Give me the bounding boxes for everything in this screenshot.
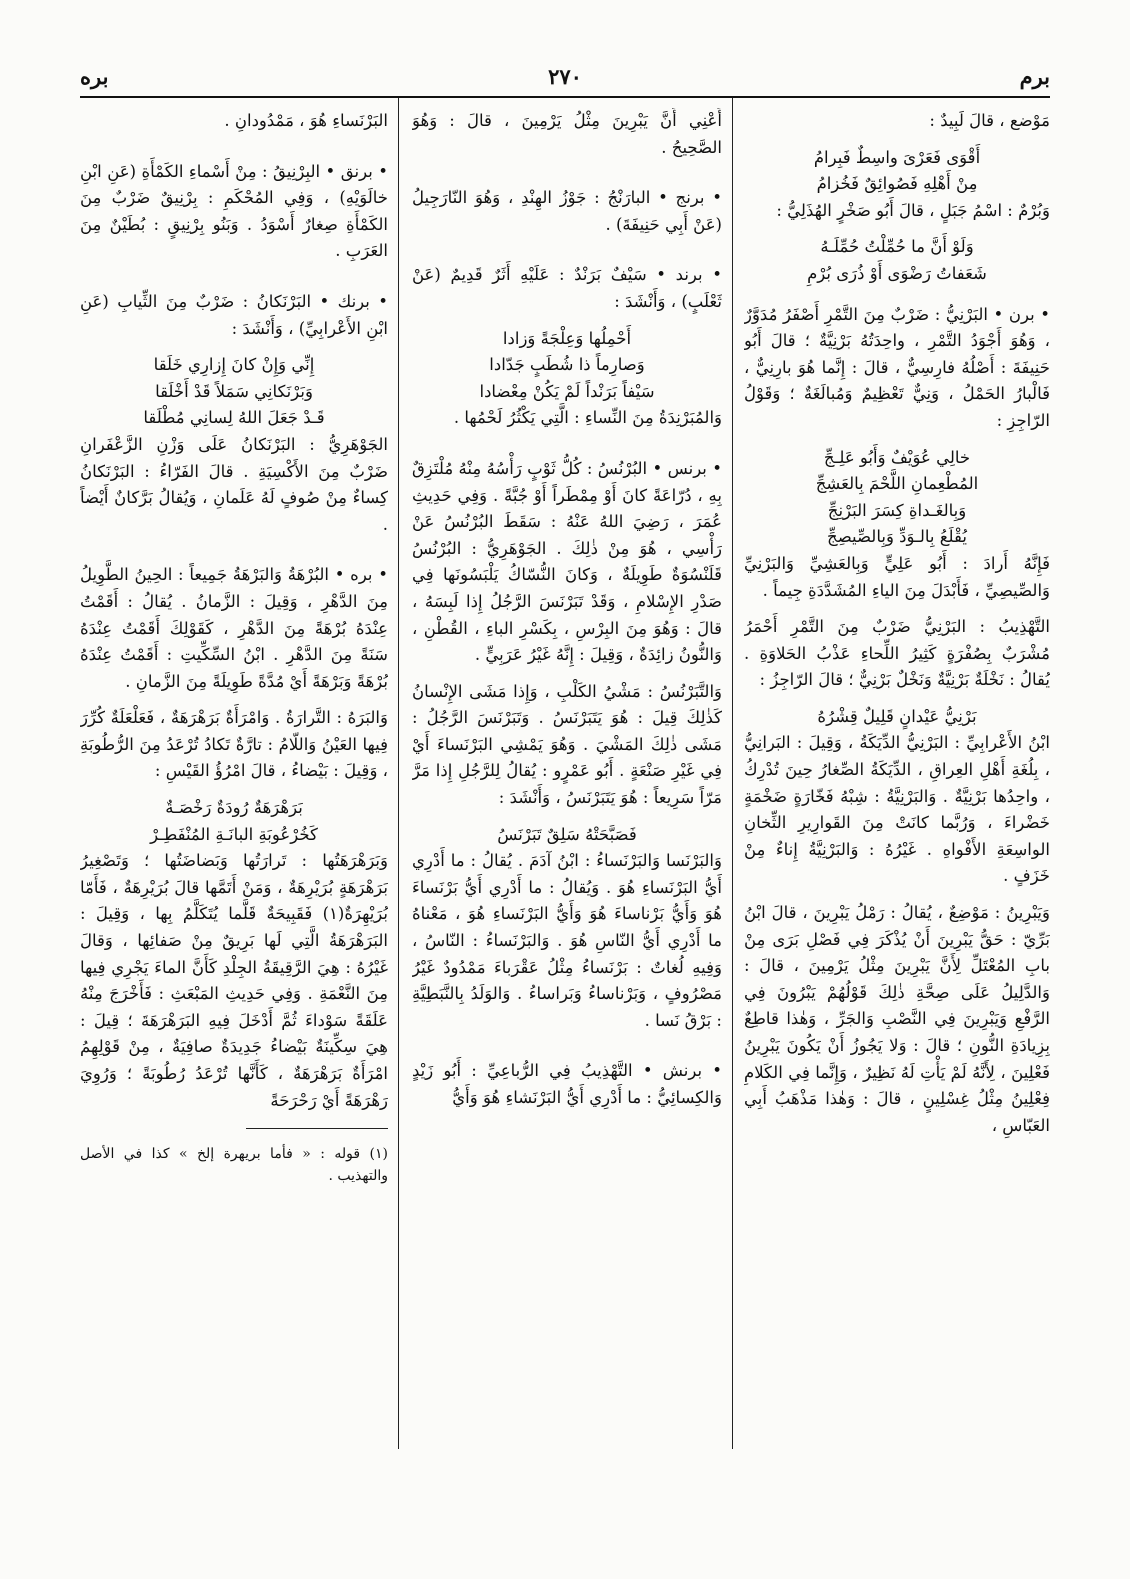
verse-line: وَبَرْنَكانِي سَمَلاً قَدْ أَخْلَقا [155,381,313,401]
paragraph: التَّهْذِيبُ : البَرْنِيُّ ضَرْبٌ مِنَ التَّمْرِ أَحْمَرُ مُشْرَبٌ بِصُفْرَةٍ كَثِيرُ اللِّحاءِ عَذْبُ الحَلاوَةِ . يُقالُ : نَخْلَةٌ بَرْنِيَّةٌ وَنَخْلٌ بَرْنِيٌّ ؛ قالَ الرّاجِزُ : [744,617,1050,690]
paragraph: البَرْنَساءِ هُوَ ، مَمْدُودانِ . [224,111,388,130]
footnote-rule [246,1128,388,1129]
verse-line: خالِي عُوَيْفٌ وَأَبُو عَلِـجِّ [823,447,971,467]
paragraph: مَوْضع ، قالَ لَبِيدٌ : [929,111,1050,130]
header-left-word: بره [80,64,109,89]
paragraph: وَالمُبَرْنِدَةُ مِنَ النِّساءِ : الَّتِي يَكْثُرُ لَحْمُها . [453,408,722,428]
column-divider [732,98,733,1449]
verse-line: وَلَوْ أَنَّ ما حُمِّلْتُ حُمِّلَـهُ [820,237,974,257]
entry-barnash: • برنش • التَّهْذِيبُ فِي الرُّباعِيِّ : أَبُو زَيْدٍ وَالكِسائِيُّ : ما أَدْرِي أَيُّ البَرْنَشاءِ هُوَ وَأَيُّ [412,1061,722,1107]
entry-barniq: • برنق • البِرْنِيقُ : مِنْ أَسْماءِ الكَمْأَةِ (عَنِ ابْنِ خالَوَيْهِ) ، وَفِي المُحْكَمِ : بِرْنِيقٌ ضَرْبٌ مِنَ الكَمْأَةِ صِغارٌ أَسْوَدُ . وَبَنُو بِرْنِيقٍ : بُطَيْنٌ مِنَ العَرَبِ . [80,161,388,261]
paragraph: وَيَبْرِينُ : مَوْضِعٌ ، يُقالُ : رَمْلُ يَبْرِينَ ، قالَ ابْنُ بَرِّيّ : حَقُّ يَبْرِينَ أَنْ يُذْكَرَ فِي فَصْلِ بَرَى مِنْ بابِ المُعْتَلِّ لِأَنَّ يَبْرِينَ مِثْلُ يَرْمِينَ ، قالَ : وَالدَّلِيلُ عَلَى صِحَّةِ ذٰلِكَ قَوْلُهُمْ يَبْرُونَ فِي الرَّفْعِ وَيَبْرِينَ فِي النَّصْبِ وَالجَرِّ ، وَهٰذا قاطِعٌ بِزِيادَةِ النُّونِ ؛ قالَ : وَلا يَجُوزُ أَنْ يَكُونَ يَبْرِينُ فَعْلِينَ ، لِأَنَّهُ لَمْ يَأْتِ لَهُ نَظِيرٌ ، وَإِنَّما فِي الكَلامِ فِعْلِينُ مِثْلُ غِسْلِينٍ ، قالَ : وَهٰذا مَذْهَبُ أَبِي العَبّاسِ ، [744,903,1050,1135]
column-middle [412,108,722,1519]
paragraph: وَالتَّبَرْنُسُ : مَشْيُ الكَلْبِ ، وَإِذا مَشَى الإِنْسانُ كَذٰلِكَ قِيلَ : هُوَ يَتَبَرْنَسُ . وَتَبَرْنَسَ الرَّجُلُ : مَشَى ذٰلِكَ المَشْيَ . وَهُوَ يَمْشِي البَرْنَساءَ أَيْ فِي غَيْرِ صَنْعَةٍ . أَبُو عَمْرٍو : يُقالُ لِلرَّجُلِ إِذا مَرَّ مَرّاً سَرِيعاً : هُوَ يَتَبَرْنَسُ ، وَأَنْشَدَ : [412,681,722,808]
verse-line: إِنِّي وَإِنْ كانَ إِزارِي خَلَقا [153,355,315,375]
verse-line: بَرْنِيُّ عَيْدانٍ قَلِيلٌ قِشْرُهُ [817,706,977,726]
verse-line: أَقْوَى فَعَرْىَ واسِطٌ فَبِرامُ [813,147,981,167]
paragraph: أَعْنِي أَنَّ يَبْرِينَ مِثْلُ يَرْمِينَ ، قالَ : وَهُوَ الصَّحِيحُ . [412,111,722,157]
column-right [744,108,1050,1519]
verse-line: سَيْفاً بَرَنْداً لَمْ يَكُنْ مِعْضادا [479,381,655,401]
entry-barnak: • برنك • البَرْنَكانُ : ضَرْبٌ مِنَ الثِّيابِ (عَنِ ابْنِ الأَعْرابِيِّ) ، وَأَنْشَدَ : [80,291,388,338]
entry-burha: • بره • البُرْهَةُ وَالبَرْهَةُ جَمِيعاً : الحِينُ الطَّوِيلُ مِنَ الدَّهْرِ ، وَقِيلَ : الزَّمانُ . يُقالُ : أَقَمْتُ عِنْدَهُ بُرْهَةً مِنَ الدَّهْرِ ، كَقَوْلِكَ أَقَمْتُ عِنْدَهُ سَنَةً مِنَ الدَّهْرِ . ابْنُ السِّكِّيتِ : أَقَمْتُ عِنْدَهُ بُرْهَةً وَبَرْهَةً أَيْ مُدَّةً طَوِيلَةً مِنَ الزَّمانِ . [80,565,388,691]
header-right-word: برم [1019,64,1050,89]
verse-line: المُطْعِمانِ اللَّحْمَ بِالعَشِجِّ [815,474,979,494]
entry-burnus: • برنس • البُرْنُسُ : كُلُّ ثَوْبٍ رَأْسُهُ مِنْهُ مُلْتَزِقٌ بِهِ ، دُرّاعَةً كانَ أَوْ مِمْطَراً أَوْ جُبَّةً . وَفِي حَدِيثِ عُمَرَ ، رَضِيَ اللهُ عَنْهُ : سَقَطَ البُرْنُسُ عَنْ رَأْسِي ، هُوَ مِنْ ذٰلِكَ . الجَوْهَرِيُّ : البُرْنُسُ قَلَنْسُوَةٌ طَوِيلَةٌ ، وَكانَ النُّسّاكُ يَلْبَسُونَها فِي صَدْرِ الإِسْلامِ ، وَقَدْ تَبَرْنَسَ الرَّجُلُ إِذا لَبِسَهُ ، قالَ : وَهُوَ مِنَ البِرْسِ ، بِكَسْرِ الباءِ ، القُطْنِ ، وَالنُّونُ زائِدَةٌ ، وَقِيلَ : إِنَّهُ غَيْرُ عَرَبِيٍّ . [412,458,722,665]
verse-line: قَـدْ جَعَلَ اللهُ لِسانِي مُطْلَقا [143,408,325,428]
verse-line: مِنْ أَهْلِهِ فَصُوائِقٌ فَخُزامُ [816,174,978,194]
entry-barn: • برن • البَرْنِيُّ : ضَرْبٌ مِنَ التَّمْرِ أَصْفَرُ مُدَوَّرٌ ، وَهُوَ أَجْوَدُ التَّمْرِ ، واحِدَتُهُ بَرْنِيَّةٌ ؛ قالَ أَبُو حَنِيفَةَ : أَصْلُهُ فارِسِيٌّ ، قالَ : إِنَّما هُوَ بارِنِيٌّ ، فَالْبارُ الحَمْلُ ، وَنِيٌّ تَعْظِيمٌ وَمُبالَغَةٌ ؛ وَقَوْلُ الرّاجِزِ : [744,304,1050,430]
verse-line: بَرَهْرَهَةٌ رُودَةٌ رَخْصَـةٌ [165,798,303,818]
verse-line: وَبِالغَـداةِ كِسَرَ البَرْنِجِّ [827,500,967,520]
verse-line: يُقْلَعُ بِالـوَدِّ وَبِالصِّيصِجِّ [827,527,967,547]
verse-line: كَخُرْعُوبَةِ البانَـةِ المُنْفَطِـرْ [150,824,318,844]
page-number: ٢٧٠ [548,64,582,89]
verse-line: وَصارِماً ذا شُطَبٍ جَدّادا [489,355,645,375]
paragraph: وَالبَرَهُ : التَّرارَةُ . وَامْرَأَةٌ بَرَهْرَهَةٌ ، فَعَلْعَلَةٌ كُرِّرَ فِيها العَيْنُ وَاللّامُ : تارَّةٌ تَكادُ تُرْعَدُ مِنَ الرُّطُوبَةِ ، وَقِيلَ : بَيْضاءُ ، قالَ امْرُؤُ القَيْسِ : [80,708,388,781]
paragraph: فَإِنَّهُ أَرادَ : أَبُو عَلِيٍّ وَبِالعَشِيِّ وَالبَرْنِيِّ وَالصِّيصِيِّ ، فَأَبْدَلَ مِنَ الياءِ المُشَدَّدَةِ جِيماً . [744,553,1050,600]
paragraph: وَبُرْمٌ : اسْمُ جَبَلٍ ، قالَ أَبُو صَخْرٍ الهُذَلِيُّ : [776,200,1050,220]
verse-line: أَحْمِلُها وَعِلْجَةً وَزادا [502,328,632,348]
page-header [80,58,1050,94]
paragraph: ابْنُ الأَعْرابِيِّ : البَرْنِيُّ الدِّيَكَةُ ، وَقِيلَ : البَرانِيُّ ، بِلُغَةِ أَهْلِ العِراقِ ، الدِّيَكَةُ الصِّغارُ حِينَ تُدْرِكُ ، واحِدُها بَرْنِيَّةٌ . وَالبَرْنِيَّةُ : شِبْهُ فَخّارَةٍ ضَخْمَةٍ خَضْراءَ ، وَرُبَّما كانَتْ مِنَ القَوارِيرِ الثِّخانِ الواسِعَةِ الأَفْواهِ . غَيْرُهُ : وَالبَرْنِيَّةُ إِناءٌ مِنْ خَزَفٍ . [744,733,1050,886]
paragraph: وَالبَرْنَسا وَالبَرْنَساءُ : ابْنُ آدَمَ . يُقالُ : ما أَدْرِي أَيُّ البَرْنَساءِ هُوَ . وَيُقالُ : ما أَدْرِي أَيُّ بَرْنَساءَ هُوَ وَأَيُّ بَرْناساءَ هُوَ وَأَيُّ البَرْنَساءِ هُوَ ، مَعْناهُ ما أَدْرِي أَيُّ النّاسِ هُوَ . وَالبَرْنَساءُ : النّاسُ ، وَفِيهِ لُغاتٌ : بَرْنَساءُ مِثْلُ عَقْرَباءَ مَمْدُودٌ غَيْرُ مَصْرُوفٍ ، وَبَرْناساءُ وَبَراساءُ . وَالوَلَدُ بِالنَّبَطِيَّةِ : بَرْقُ نَسا . [412,851,722,1030]
entry-baranj: • برنج • البارَنْجُ : جَوْزُ الهِنْدِ ، وَهُوَ النّارَجِيلُ (عَنْ أَبِي حَنِيفَةَ) . [412,188,722,234]
entry-barand: • برند • سَيْفٌ بَرَنْدٌ : عَلَيْهِ أَثَرٌ قَدِيمٌ (عَنْ ثَعْلَبٍ) ، وَأَنْشَدَ : [412,265,722,311]
header-rule [80,96,1050,98]
paragraph: الجَوْهَرِيُّ : البَرْنَكانُ عَلَى وَزْنِ الزَّعْفَرانِ ضَرْبٌ مِنَ الأَكْسِيَةِ . قالَ الفَرّاءُ : البَرْنَكانُ كِساءٌ مِنْ صُوفٍ لَهُ عَلَمانِ ، وَيُقالُ بَرَّكانٌ أَيْضاً . [80,434,388,534]
footnote: (١) قوله : « فأما بريهرة إلخ » كذا في الأصل والتهذيب . [80,1146,388,1185]
column-divider [398,98,399,1449]
verse-line: شَعَفاتُ رَضْوَى أَوْ ذُرَى بُرْمِ [807,263,987,283]
paragraph: وَبَرَهْرَهَتُها : تَرارَتُها وَبَضاضَتُها ؛ وَتَصْغِيرُ بَرَهْرَهَةٍ بُرَيْرِهَةٌ ، وَمَنْ أَتَمَّها قالَ بُرَيْرِهَةٌ ، فَأَمّا بُرَيْهِرَةٌ(١) فَقَبِيحَةٌ قَلَّما يُتَكَلَّمُ بِها ، وَقِيلَ : البَرَهْرَهَةُ الَّتِي لَها بَرِيقٌ مِنْ صَفائِها ، وَقالَ غَيْرُهُ : هِيَ الرَّقِيقَةُ الجِلْدِ كَأَنَّ الماءَ يَجْرِي فِيها مِنَ النَّعْمَةِ . وَفِي حَدِيثِ المَبْعَثِ : فَأَخْرَجَ مِنْهُ عَلَقَةً سَوْداءَ ثُمَّ أَدْخَلَ فِيهِ البَرَهْرَهَةَ ؛ قِيلَ : هِيَ سِكِّينَةٌ بَيْضاءُ جَدِيدَةٌ صافِيَةٌ ، مِنْ قَوْلِهِمُ امْرَأَةٌ بَرَهْرَهَةٌ ، كَأَنَّها تُرْعَدُ رُطُوبَةً ؛ وَرُوِيَ رَهْرَهَةً أَيْ رَحْرَحَةً [80,851,388,1110]
column-left [80,108,388,1519]
verse-line: فَصَبَّحَتْهُ سَلِقٌ تَبَرْنَسُ [497,824,637,844]
